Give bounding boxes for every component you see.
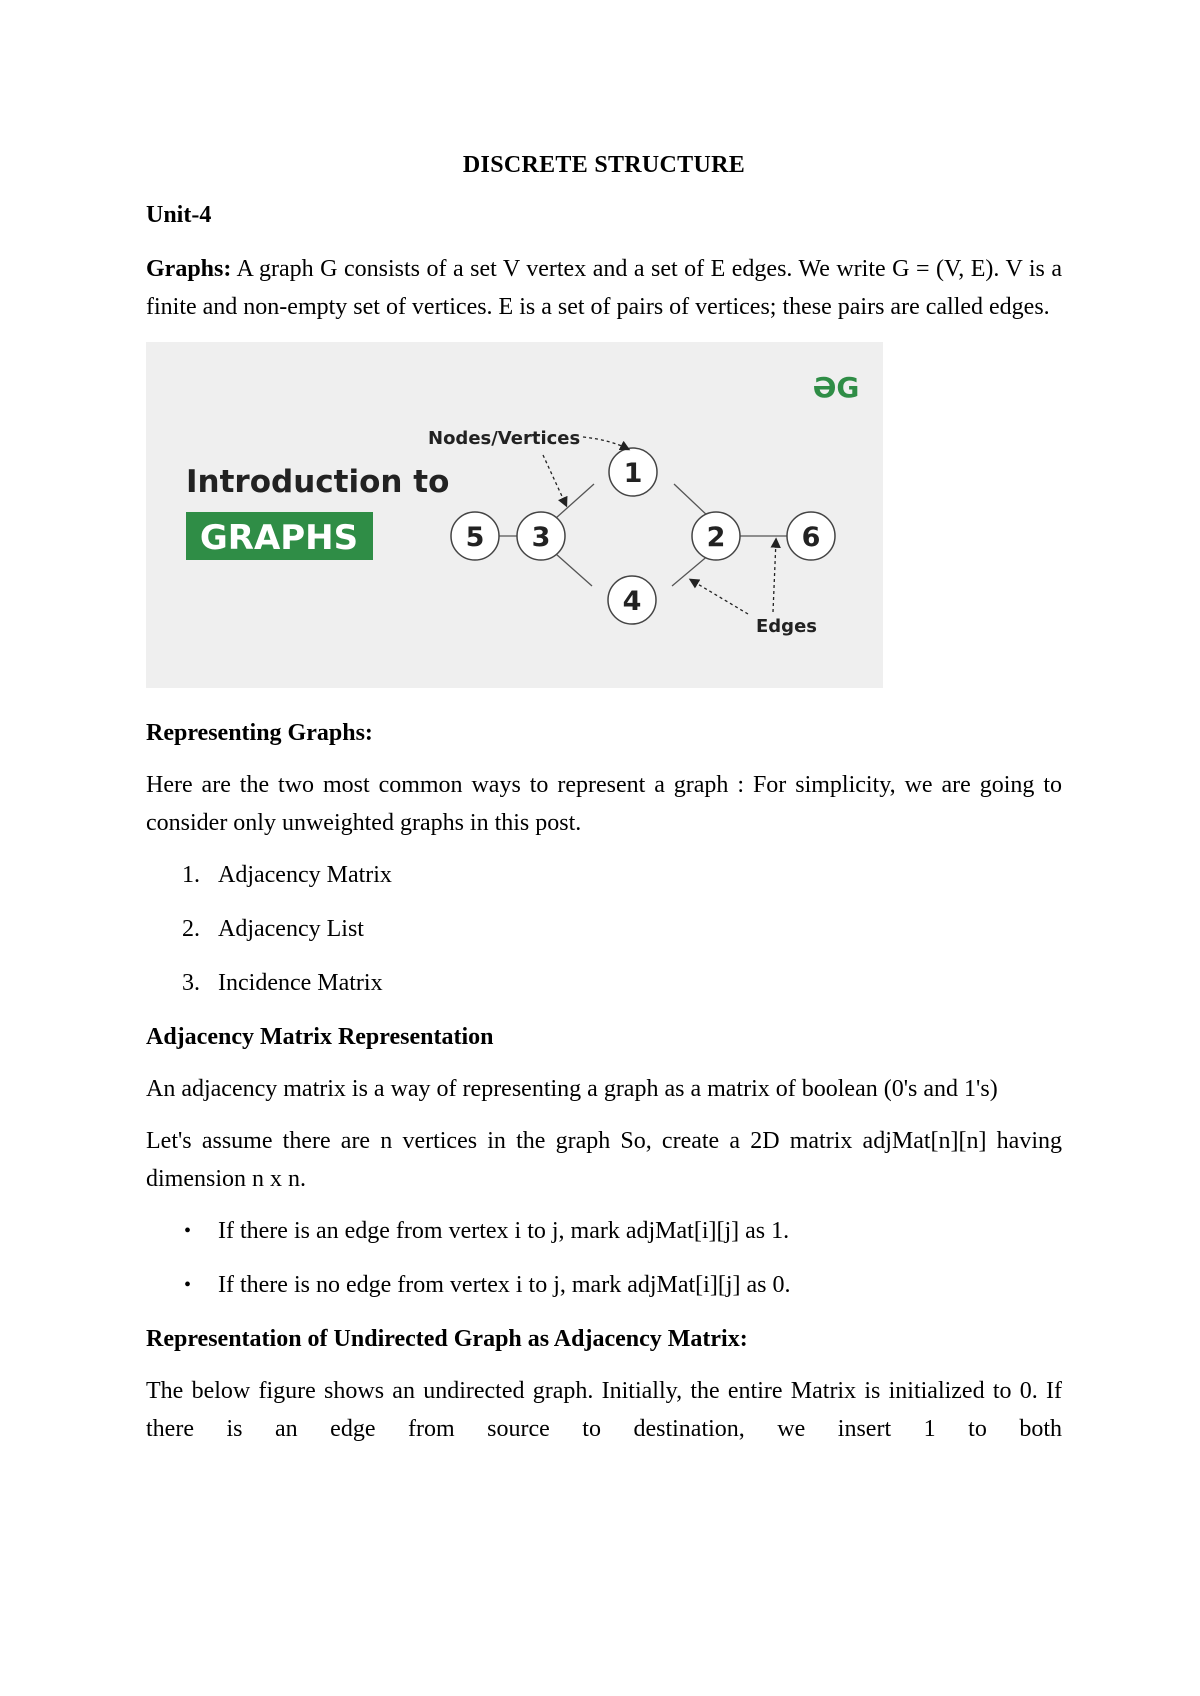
- list-item: [146, 1266, 1062, 1304]
- node-label: 3: [531, 522, 551, 553]
- geeks-logo-icon: ƏG: [812, 371, 860, 404]
- graph-node-1: [609, 448, 657, 496]
- adjacency-matrix-heading: Adjacency Matrix Representation: [146, 1024, 494, 1050]
- vertices-arrow-to-node-3: [543, 455, 566, 505]
- method-adjacency-matrix: Adjacency Matrix: [218, 862, 392, 888]
- rule-edge-absent: If there is no edge from vertex i to j, mark adjMat[i][j] as 0.: [218, 1272, 791, 1298]
- node-label: 2: [706, 522, 726, 553]
- node-label: 6: [801, 522, 821, 553]
- adjacency-matrix-assumption: Let's assume there are n vertices in the graph So, create a 2D matrix adjMat[n][n] having dimension n x n.: [146, 1128, 1062, 1192]
- list-item: [146, 964, 1062, 1002]
- undirected-graph-heading: Representation of Undirected Graph as Adjacency Matrix:: [146, 1326, 748, 1352]
- adjacency-rules-list: [146, 1212, 1062, 1304]
- adjacency-matrix-definition: An adjacency matrix is a way of representing a graph as a matrix of boolean (0's and 1's): [146, 1076, 998, 1102]
- edges-label: Edges: [756, 616, 817, 637]
- graph-node-5: [451, 512, 499, 560]
- list-marker: 2.: [182, 916, 200, 942]
- edges-arrow-to-edge-4-2: [691, 580, 748, 614]
- edge-3-1: [556, 484, 594, 518]
- list-item: [146, 910, 1062, 948]
- representing-graphs-heading: Representing Graphs:: [146, 720, 373, 746]
- method-incidence-matrix: Incidence Matrix: [218, 970, 383, 996]
- list-marker: 3.: [182, 970, 200, 996]
- undirected-graph-text: The below figure shows an undirected graph. Initially, the entire Matrix is initialized to 0. If there is an edge from source to destination, we insert 1 to both: [146, 1378, 1062, 1442]
- graph-node-6: [787, 512, 835, 560]
- list-item: [146, 1212, 1062, 1250]
- graph-node-4: [608, 576, 656, 624]
- node-label: 4: [622, 586, 642, 617]
- bullet-icon: •: [184, 1274, 192, 1296]
- representing-graphs-intro: Here are the two most common ways to represent a graph : For simplicity, we are going to consider only unweighted graphs in this post.: [146, 772, 1062, 836]
- edge-4-2: [672, 554, 710, 586]
- document-page: [146, 140, 1062, 1462]
- graph-node-2: [692, 512, 740, 560]
- rule-edge-present: If there is an edge from vertex i to j, mark adjMat[i][j] as 1.: [218, 1218, 790, 1244]
- edge-1-2: [674, 484, 710, 518]
- bullet-icon: •: [184, 1220, 192, 1242]
- intro-graphs-figure: [146, 342, 883, 688]
- graphs-definition: A graph G consists of a set V vertex and a set of E edges. We write G = (V, E). V is a finite and non-empty set of vertices. E is a set of pairs of vertices; these pairs are called edges.: [146, 256, 1062, 320]
- vertices-arrow-to-node-1: [583, 437, 628, 449]
- unit-label: Unit-4: [146, 202, 212, 228]
- list-marker: 1.: [182, 862, 200, 888]
- node-label: 1: [623, 458, 643, 489]
- method-adjacency-list: Adjacency List: [218, 916, 364, 942]
- figure-heading-line1: Introduction to: [186, 464, 450, 500]
- graphs-term: Graphs:: [146, 256, 232, 282]
- nodes-vertices-label: Nodes/Vertices: [428, 428, 581, 449]
- edge-3-4: [556, 554, 592, 586]
- document-title: DISCRETE STRUCTURE: [462, 152, 746, 178]
- list-item: [146, 856, 1062, 894]
- graphs-definition-paragraph: [146, 250, 1062, 326]
- edges-arrow-to-edge-2-6: [773, 540, 776, 612]
- representation-methods-list: [146, 856, 1062, 1002]
- node-label: 5: [465, 522, 485, 553]
- graph-node-3: [517, 512, 565, 560]
- figure-heading-line2: GRAPHS: [199, 518, 359, 558]
- graph-diagram: [146, 342, 883, 688]
